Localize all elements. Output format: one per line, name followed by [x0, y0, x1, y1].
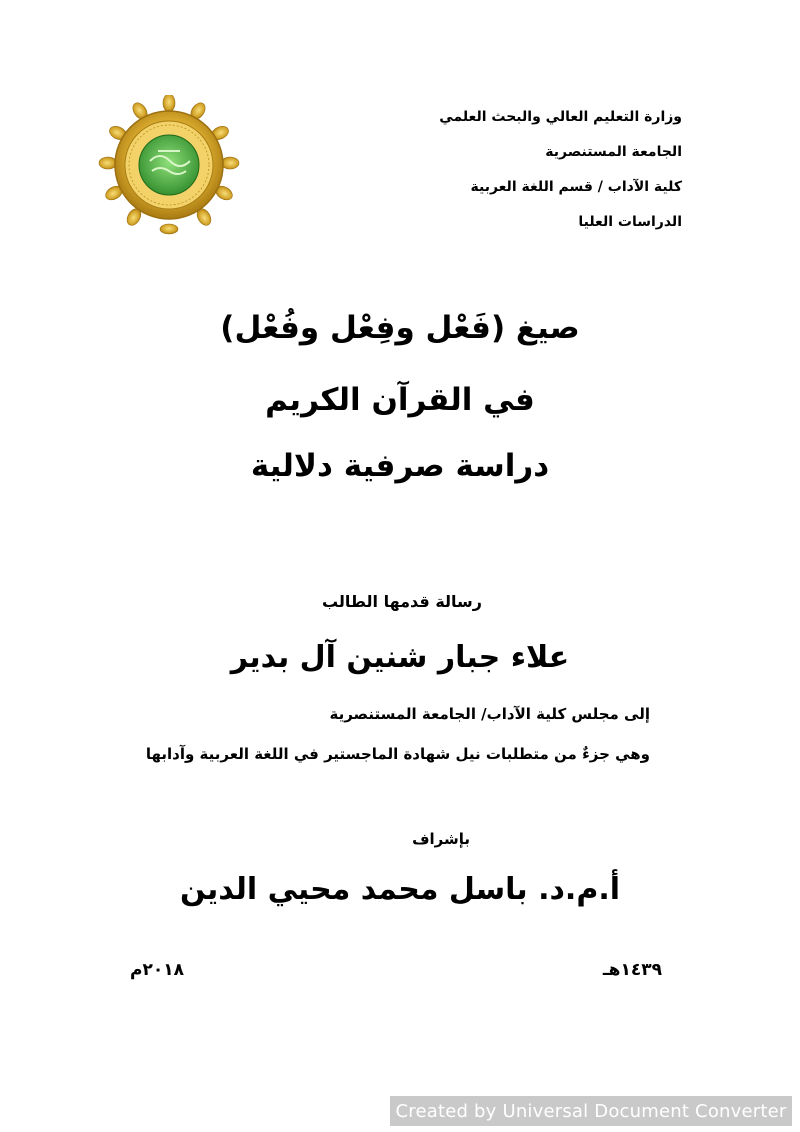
university-seal-icon [98, 95, 240, 237]
thesis-title-line-3: دراسة صرفية دلالية [250, 448, 550, 484]
council-line: إلى مجلس كلية الآداب/ الجامعة المستنصرية [329, 705, 650, 723]
supervision-label: بإشراف [412, 830, 470, 848]
thesis-title-line-2: في القرآن الكريم [265, 382, 535, 418]
gregorian-date: ٢٠١٨م [130, 960, 184, 980]
hijri-date: ١٤٣٩هـ [602, 960, 662, 980]
header-line-university: الجامعة المستنصرية [545, 144, 682, 160]
header-line-ministry: وزارة التعليم العالي والبحث العلمي [439, 109, 682, 125]
header-line-college: كلية الآداب / قسم اللغة العربية [470, 179, 682, 195]
thesis-title-line-1: صيغ (فَعْل وفِعْل وفُعْل) [220, 310, 580, 346]
degree-line: وهي جزءٌ من متطلبات نيل شهادة الماجستير في اللغة العربية وآدابها [145, 745, 650, 763]
presented-by-label: رسالة قدمها الطالب [321, 592, 482, 611]
student-name: علاء جبار شنين آل بدير [230, 640, 570, 675]
header-line-graduate-studies: الدراسات العليا [578, 214, 682, 230]
supervisor-name: أ.م.د. باسل محمد محيي الدين [179, 872, 620, 907]
ministry-header [422, 108, 682, 248]
converter-watermark: Created by Universal Document Converter [390, 1096, 792, 1126]
